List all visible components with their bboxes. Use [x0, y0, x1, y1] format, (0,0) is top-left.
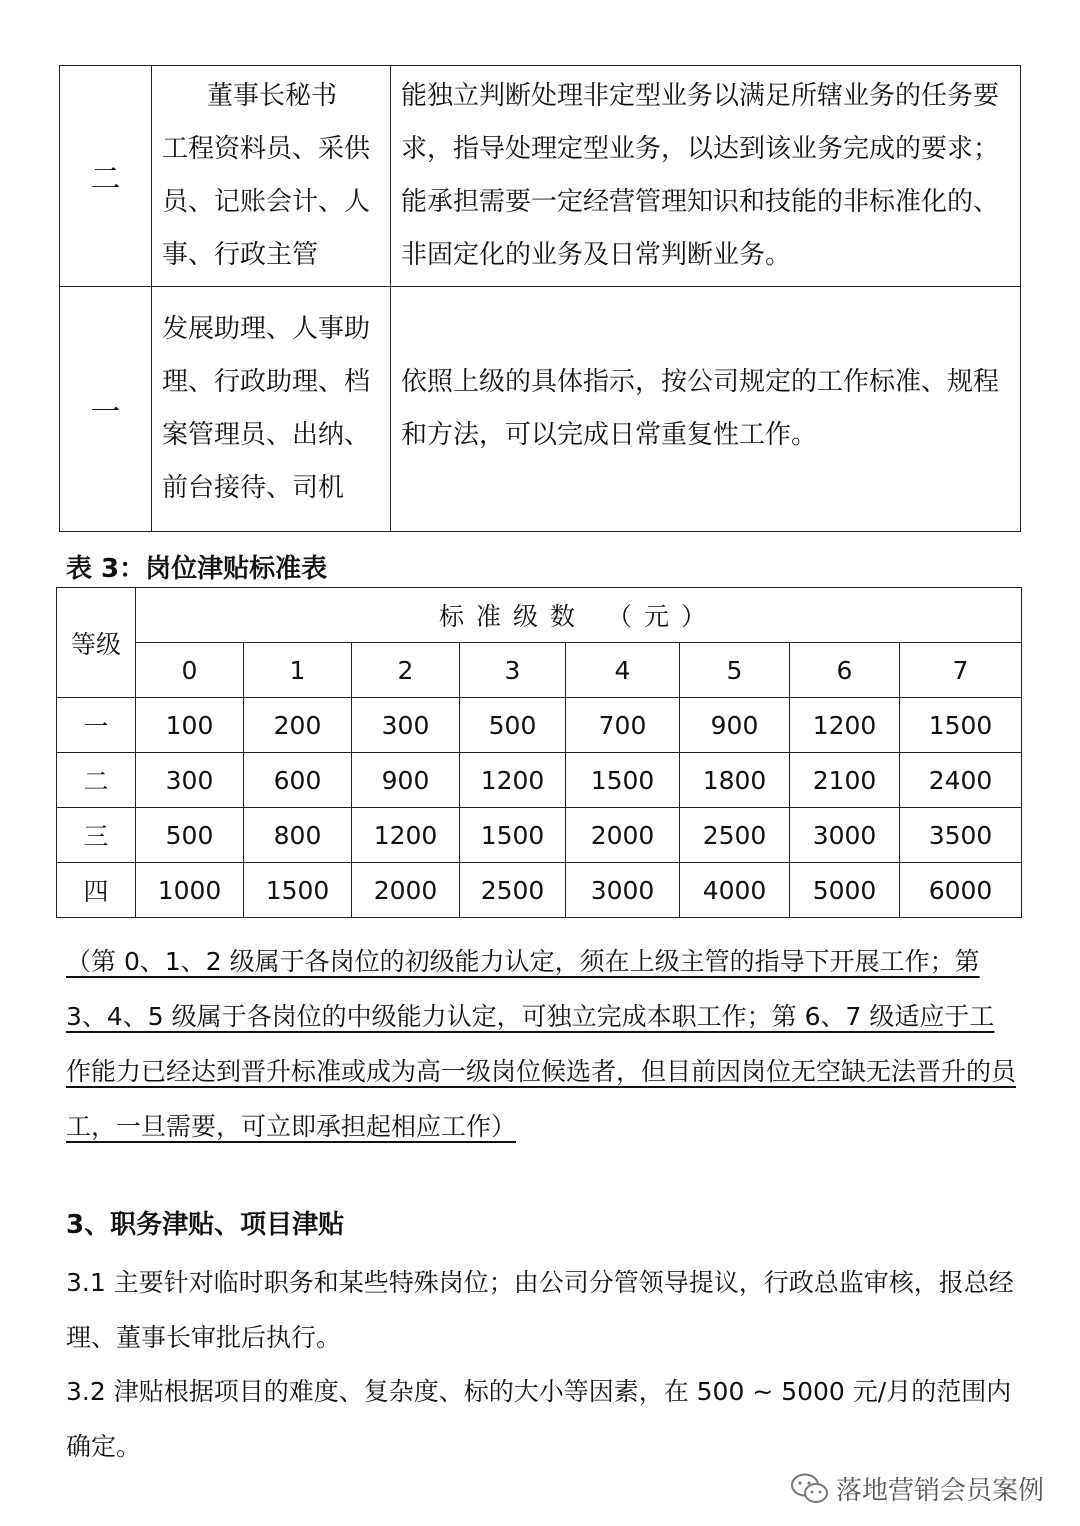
value-cell: 2100 [790, 753, 900, 808]
table-row [57, 808, 1022, 863]
grade-cell: 二 [57, 753, 136, 808]
level-header: 1 [244, 643, 352, 698]
level-header: 7 [900, 643, 1022, 698]
value-cell: 3000 [790, 808, 900, 863]
value-cell: 200 [244, 698, 352, 753]
value-cell: 1500 [244, 863, 352, 918]
table-row [57, 698, 1022, 753]
value-cell: 3500 [900, 808, 1022, 863]
level-header: 6 [790, 643, 900, 698]
value-cell: 500 [460, 698, 566, 753]
positions-cell [152, 66, 391, 287]
value-cell: 700 [566, 698, 680, 753]
level-header: 5 [680, 643, 790, 698]
positions-first: 董事长秘书 [206, 81, 337, 111]
level-header: 2 [352, 643, 460, 698]
standard-level-header: 标准级数 （元） [136, 588, 1022, 643]
level-header-row [57, 643, 1022, 698]
value-cell: 600 [244, 753, 352, 808]
watermark-text: 落地营销会员案例 [836, 1476, 1045, 1506]
value-cell: 1800 [680, 753, 790, 808]
value-cell: 4000 [680, 863, 790, 918]
level-header: 3 [460, 643, 566, 698]
wechat-icon [790, 1472, 830, 1506]
value-cell: 100 [136, 698, 244, 753]
value-cell: 1200 [352, 808, 460, 863]
positions-rest: 工程资料员、采供员、记账会计、人事、行政主管 [162, 134, 371, 270]
value-cell: 1500 [566, 753, 680, 808]
level-header: 4 [566, 643, 680, 698]
level-note: （第 0、1、2 级属于各岗位的初级能力认定，须在上级主管的指导下开展工作；第 3、4、5 级属于各岗位的中级能力认定，可独立完成本职工作；第 6、7 级适应于工作能力已经达到晋升标准或成为高一级岗位候选者，但目前因岗位无空缺无法晋升的员工，一旦需要，可立即承担起相应工作） [66, 947, 1017, 1141]
value-cell: 2500 [680, 808, 790, 863]
header-row [57, 588, 1022, 643]
grade-cell: 三 [57, 808, 136, 863]
paragraph-3-2: 3.2 津贴根据项目的难度、复杂度、标的大小等因素，在 500 ~ 5000 元/月的范围内确定。 [66, 1377, 1012, 1461]
value-cell: 2000 [566, 808, 680, 863]
description-cell: 能独立判断处理非定型业务以满足所辖业务的任务要求，指导处理定型业务，以达到该业务完成的要求；能承担需要一定经营管理知识和技能的非标准化的、非固定化的业务及日常判断业务。 [391, 66, 1021, 287]
level-cell: 一 [60, 287, 152, 532]
level-cell: 二 [60, 66, 152, 287]
value-cell: 300 [352, 698, 460, 753]
positions-cell [152, 287, 391, 532]
value-cell: 800 [244, 808, 352, 863]
value-cell: 1200 [790, 698, 900, 753]
value-cell: 1200 [460, 753, 566, 808]
value-cell: 5000 [790, 863, 900, 918]
grade-header: 等级 [57, 588, 136, 698]
section-heading: 3、职务津贴、项目津贴 [66, 1210, 345, 1240]
value-cell: 6000 [900, 863, 1022, 918]
table-row [60, 66, 1021, 287]
job-level-table [59, 65, 1021, 532]
value-cell: 2000 [352, 863, 460, 918]
value-cell: 900 [680, 698, 790, 753]
grade-cell: 一 [57, 698, 136, 753]
value-cell: 1500 [900, 698, 1022, 753]
value-cell: 2400 [900, 753, 1022, 808]
positions-rest: 发展助理、人事助理、行政助理、档案管理员、出纳、前台接待、司机 [162, 314, 371, 503]
value-cell: 500 [136, 808, 244, 863]
level-header: 0 [136, 643, 244, 698]
table-row [57, 753, 1022, 808]
table-row [60, 287, 1021, 532]
value-cell: 2500 [460, 863, 566, 918]
watermark [790, 1470, 1044, 1507]
value-cell: 3000 [566, 863, 680, 918]
value-cell: 300 [136, 753, 244, 808]
value-cell: 1500 [460, 808, 566, 863]
allowance-table [56, 587, 1022, 918]
description-cell: 依照上级的具体指示，按公司规定的工作标准、规程和方法，可以完成日常重复性工作。 [391, 287, 1021, 532]
value-cell: 900 [352, 753, 460, 808]
table-row [57, 863, 1022, 918]
value-cell: 1000 [136, 863, 244, 918]
paragraph-3-1: 3.1 主要针对临时职务和某些特殊岗位；由公司分管领导提议，行政总监审核，报总经理、董事长审批后执行。 [66, 1268, 1014, 1352]
table-title: 表 3：岗位津贴标准表 [66, 554, 328, 584]
grade-cell: 四 [57, 863, 136, 918]
